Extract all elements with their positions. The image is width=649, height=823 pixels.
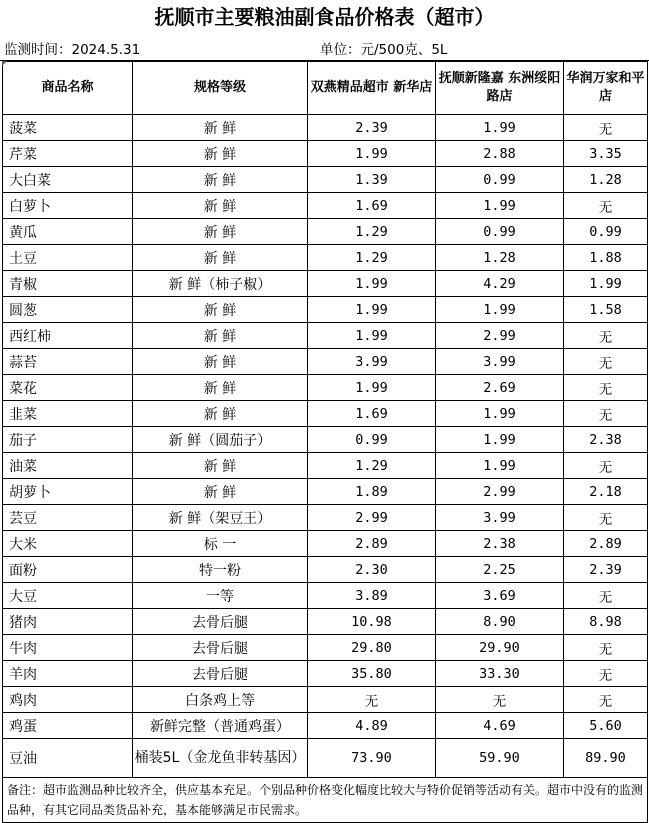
cell-price-store1: 1.29: [308, 245, 436, 271]
cell-spec: 新 鲜: [133, 453, 308, 479]
cell-name: 土豆: [3, 245, 133, 271]
cell-price-store2: 59.90: [436, 739, 564, 778]
cell-name: 猪肉: [3, 609, 133, 635]
note-text: 备注：超市监测品种比较齐全，供应基本充足。个别品种价格变化幅度比较大与特价促销等活动有关。超市中没有的监测品种，有其它同品类货品补充，基本能够满足市民需求。: [3, 778, 648, 823]
cell-price-store1: 1.29: [308, 219, 436, 245]
header-row: [3, 62, 648, 115]
cell-name: 芸豆: [3, 505, 133, 531]
cell-marker-icon: [2, 61, 7, 66]
table-row: [3, 219, 648, 245]
price-table: [2, 61, 648, 823]
cell-spec: 新 鲜（架豆王）: [133, 505, 308, 531]
cell-spec: 新 鲜: [133, 401, 308, 427]
cell-price-store1: 3.89: [308, 583, 436, 609]
cell-price-store3: 1.88: [564, 245, 648, 271]
cell-price-store2: 3.99: [436, 505, 564, 531]
monitor-date: 监测时间：2024.5.31: [4, 42, 141, 58]
cell-price-store2: 0.99: [436, 219, 564, 245]
cell-price-store1: 2.39: [308, 115, 436, 141]
cell-spec: 白条鸡上等: [133, 687, 308, 713]
cell-price-store3: 2.89: [564, 531, 648, 557]
col-header-store1: 双燕精品超市 新华店: [308, 62, 436, 115]
cell-spec: 新 鲜: [133, 141, 308, 167]
cell-price-store3: 无: [564, 635, 648, 661]
cell-name: 面粉: [3, 557, 133, 583]
table-row: [3, 479, 648, 505]
note-row: [3, 778, 648, 823]
cell-name: 青椒: [3, 271, 133, 297]
cell-spec: 新 鲜: [133, 297, 308, 323]
table-row: [3, 271, 648, 297]
cell-spec: 新 鲜: [133, 479, 308, 505]
cell-price-store1: 73.90: [308, 739, 436, 778]
table-row: [3, 349, 648, 375]
table-row: [3, 713, 648, 739]
cell-name: 蒜苔: [3, 349, 133, 375]
cell-price-store3: 无: [564, 453, 648, 479]
cell-price-store1: 4.89: [308, 713, 436, 739]
table-row: [3, 739, 648, 778]
cell-price-store2: 3.69: [436, 583, 564, 609]
cell-spec: 特一粉: [133, 557, 308, 583]
cell-price-store2: 4.29: [436, 271, 564, 297]
cell-price-store1: 1.89: [308, 479, 436, 505]
cell-price-store2: 1.99: [436, 401, 564, 427]
cell-price-store1: 无: [308, 687, 436, 713]
cell-name: 羊肉: [3, 661, 133, 687]
cell-price-store3: 3.35: [564, 141, 648, 167]
cell-price-store3: 5.60: [564, 713, 648, 739]
cell-name: 西红柿: [3, 323, 133, 349]
cell-name: 黄瓜: [3, 219, 133, 245]
cell-price-store3: 无: [564, 323, 648, 349]
table-row: [3, 167, 648, 193]
cell-price-store1: 1.99: [308, 297, 436, 323]
cell-price-store2: 2.69: [436, 375, 564, 401]
cell-price-store1: 1.29: [308, 453, 436, 479]
cell-spec: 新 鲜: [133, 349, 308, 375]
cell-price-store2: 1.99: [436, 297, 564, 323]
cell-spec: 新 鲜: [133, 115, 308, 141]
cell-price-store1: 1.99: [308, 375, 436, 401]
table-row: [3, 427, 648, 453]
table-row: [3, 193, 648, 219]
cell-name: 鸡蛋: [3, 713, 133, 739]
cell-name: 圆葱: [3, 297, 133, 323]
cell-price-store3: 无: [564, 583, 648, 609]
col-header-name: 商品名称: [3, 62, 133, 115]
col-header-spec: 规格等级: [133, 62, 308, 115]
cell-name: 豆油: [3, 739, 133, 778]
cell-price-store1: 1.99: [308, 271, 436, 297]
cell-price-store3: 无: [564, 505, 648, 531]
cell-price-store2: 1.99: [436, 115, 564, 141]
table-row: [3, 531, 648, 557]
cell-spec: 新 鲜: [133, 167, 308, 193]
cell-price-store2: 8.90: [436, 609, 564, 635]
cell-price-store1: 1.39: [308, 167, 436, 193]
cell-price-store3: 2.38: [564, 427, 648, 453]
cell-name: 白萝卜: [3, 193, 133, 219]
cell-price-store2: 33.30: [436, 661, 564, 687]
cell-price-store2: 2.99: [436, 323, 564, 349]
cell-price-store2: 0.99: [436, 167, 564, 193]
cell-price-store1: 1.69: [308, 401, 436, 427]
cell-name: 大米: [3, 531, 133, 557]
cell-spec: 新 鲜: [133, 219, 308, 245]
table-row: [3, 401, 648, 427]
cell-price-store3: 0.99: [564, 219, 648, 245]
cell-price-store1: 2.30: [308, 557, 436, 583]
cell-name: 大豆: [3, 583, 133, 609]
cell-price-store2: 2.88: [436, 141, 564, 167]
table-row: [3, 609, 648, 635]
cell-spec: 新 鲜: [133, 375, 308, 401]
cell-price-store2: 29.90: [436, 635, 564, 661]
cell-spec: 新 鲜: [133, 245, 308, 271]
cell-price-store1: 3.99: [308, 349, 436, 375]
cell-price-store2: 3.99: [436, 349, 564, 375]
cell-price-store3: 1.58: [564, 297, 648, 323]
cell-price-store3: 无: [564, 193, 648, 219]
cell-spec: 桶装5L（金龙鱼非转基因）: [133, 739, 308, 778]
cell-name: 茄子: [3, 427, 133, 453]
table-row: [3, 635, 648, 661]
cell-price-store2: 4.69: [436, 713, 564, 739]
cell-price-store2: 2.38: [436, 531, 564, 557]
cell-price-store1: 1.99: [308, 323, 436, 349]
cell-name: 胡萝卜: [3, 479, 133, 505]
cell-name: 芹菜: [3, 141, 133, 167]
table-row: [3, 375, 648, 401]
cell-price-store3: 2.18: [564, 479, 648, 505]
cell-price-store3: 无: [564, 349, 648, 375]
cell-price-store3: 无: [564, 115, 648, 141]
table-row: [3, 557, 648, 583]
table-row: [3, 141, 648, 167]
cell-price-store2: 2.25: [436, 557, 564, 583]
cell-price-store1: 1.69: [308, 193, 436, 219]
cell-price-store1: 35.80: [308, 661, 436, 687]
cell-price-store2: 无: [436, 687, 564, 713]
cell-name: 大白菜: [3, 167, 133, 193]
cell-price-store2: 1.99: [436, 453, 564, 479]
cell-name: 菜花: [3, 375, 133, 401]
cell-spec: 去骨后腿: [133, 661, 308, 687]
cell-spec: 新 鲜: [133, 323, 308, 349]
cell-price-store1: 29.80: [308, 635, 436, 661]
cell-name: 菠菜: [3, 115, 133, 141]
cell-price-store1: 2.99: [308, 505, 436, 531]
cell-price-store3: 无: [564, 401, 648, 427]
cell-price-store2: 1.99: [436, 427, 564, 453]
cell-price-store1: 2.89: [308, 531, 436, 557]
table-row: [3, 453, 648, 479]
cell-price-store1: 1.99: [308, 141, 436, 167]
cell-price-store3: 1.28: [564, 167, 648, 193]
cell-price-store3: 无: [564, 687, 648, 713]
cell-price-store3: 无: [564, 661, 648, 687]
cell-name: 鸡肉: [3, 687, 133, 713]
page-title: 抚顺市主要粮油副食品价格表（超市）: [154, 5, 495, 29]
cell-spec: 去骨后腿: [133, 635, 308, 661]
cell-price-store1: 10.98: [308, 609, 436, 635]
col-header-store2: 抚顺新隆嘉 东洲绥阳路店: [436, 62, 564, 115]
cell-price-store1: 0.99: [308, 427, 436, 453]
cell-spec: 一等: [133, 583, 308, 609]
cell-price-store2: 1.99: [436, 193, 564, 219]
table-row: [3, 505, 648, 531]
cell-price-store3: 无: [564, 375, 648, 401]
cell-name: 油菜: [3, 453, 133, 479]
table-row: [3, 297, 648, 323]
col-header-store3: 华润万家和平店: [564, 62, 648, 115]
cell-spec: 标 一: [133, 531, 308, 557]
cell-spec: 新鲜完整（普通鸡蛋）: [133, 713, 308, 739]
cell-name: 韭菜: [3, 401, 133, 427]
cell-spec: 新 鲜（柿子椒）: [133, 271, 308, 297]
table-row: [3, 323, 648, 349]
cell-spec: 去骨后腿: [133, 609, 308, 635]
table-row: [3, 661, 648, 687]
cell-price-store3: 8.98: [564, 609, 648, 635]
cell-spec: 新 鲜: [133, 193, 308, 219]
cell-price-store3: 2.39: [564, 557, 648, 583]
table-row: [3, 245, 648, 271]
meta-bar: [0, 34, 649, 61]
cell-price-store2: 1.28: [436, 245, 564, 271]
table-row: [3, 583, 648, 609]
unit-label: 单位：元/500克、5L: [320, 42, 448, 58]
cell-spec: 新 鲜（圆茄子）: [133, 427, 308, 453]
table-row: [3, 687, 648, 713]
cell-price-store3: 1.99: [564, 271, 648, 297]
table-row: [3, 115, 648, 141]
table-body: [3, 115, 648, 778]
cell-name: 牛肉: [3, 635, 133, 661]
cell-price-store3: 89.90: [564, 739, 648, 778]
cell-price-store2: 2.99: [436, 479, 564, 505]
